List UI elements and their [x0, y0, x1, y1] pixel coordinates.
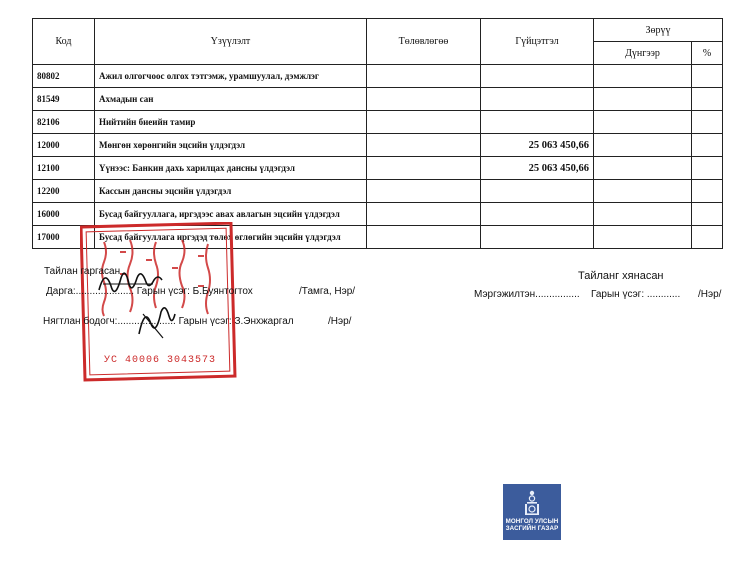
row-indicator: Ажил олгогчоос олгох тэтгэмж, урамшуулал, дэмжлэг: [95, 65, 367, 88]
row-diff-amount: [594, 111, 692, 134]
row-indicator: Үүнээс: Банкин дахь харилцах дансны үлдэгдэл: [95, 157, 367, 180]
header-actual: Гүйцэтгэл: [481, 19, 594, 65]
row-diff-percent: [692, 203, 723, 226]
soyombo-icon: [523, 490, 541, 516]
row-diff-percent: [692, 180, 723, 203]
row-plan: [367, 111, 481, 134]
row-actual: [481, 111, 594, 134]
row-diff-percent: [692, 111, 723, 134]
row-indicator: Нийтийн биеийн тамир: [95, 111, 367, 134]
header-difference-percent: %: [692, 42, 723, 65]
table-row: [33, 157, 723, 180]
table-row: [33, 111, 723, 134]
header-plan: Төлөвлөгөө: [367, 19, 481, 65]
row-diff-amount: [594, 65, 692, 88]
row-code: 16000: [33, 203, 95, 226]
row-indicator: Ахмадын сан: [95, 88, 367, 111]
header-code: Код: [33, 19, 95, 65]
director-stamp-label: /Тамга, Нэр/: [299, 286, 356, 297]
table-row: [33, 65, 723, 88]
row-diff-percent: [692, 65, 723, 88]
logo-line-2: ЗАСГИЙН ГАЗАР: [505, 525, 559, 532]
government-logo: [503, 484, 561, 540]
row-code: 81549: [33, 88, 95, 111]
row-diff-amount: [594, 203, 692, 226]
header-indicator: Үзүүлэлт: [95, 19, 367, 65]
stamp-number: УС 40006 3043573: [103, 355, 217, 366]
row-code: 12200: [33, 180, 95, 203]
row-actual: [481, 88, 594, 111]
row-diff-percent: [692, 157, 723, 180]
specialist-label: Мэргэжилтэн................: [474, 289, 580, 300]
row-plan: [367, 134, 481, 157]
director-line: Дарга:..................... Гарын үсэг: Б.Буянтогтох: [46, 286, 253, 297]
table-row: [33, 180, 723, 203]
row-plan: [367, 65, 481, 88]
row-plan: [367, 203, 481, 226]
header-difference-amount: Дүнгээр: [594, 42, 692, 65]
row-code: 82106: [33, 111, 95, 134]
row-actual: [481, 180, 594, 203]
row-indicator: Кассын дансны эцсийн үлдэгдэл: [95, 180, 367, 203]
row-plan: [367, 157, 481, 180]
row-indicator: Мөнгөн хөрөнгийн эцсийн үлдэгдэл: [95, 134, 367, 157]
budget-report-table: [32, 18, 723, 249]
specialist-name-label: /Нэр/: [698, 289, 722, 300]
row-plan: [367, 226, 481, 249]
logo-line-1: МОНГОЛ УЛСЫН: [505, 518, 559, 525]
row-code: 12000: [33, 134, 95, 157]
report-approved-title: Тайланг хянасан: [578, 270, 664, 282]
row-diff-percent: [692, 226, 723, 249]
table-row: [33, 88, 723, 111]
row-plan: [367, 88, 481, 111]
specialist-signature-label: Гарын үсэг: ............: [591, 289, 681, 300]
row-code: 12100: [33, 157, 95, 180]
row-diff-amount: [594, 157, 692, 180]
row-indicator: Бусад байгууллага, иргэдээс авах авлагын эцсийн үлдэгдэл: [95, 203, 367, 226]
row-actual: [481, 65, 594, 88]
row-diff-amount: [594, 226, 692, 249]
row-plan: [367, 180, 481, 203]
row-code: 80802: [33, 65, 95, 88]
report-submitted-title: Тайлан гаргасан: [44, 266, 121, 277]
row-indicator: Бусад байгууллага иргэдэд төлөх өглөгийн эцсийн үлдэгдэл: [95, 226, 367, 249]
row-code: 17000: [33, 226, 95, 249]
row-actual: 25 063 450,66: [481, 157, 594, 180]
row-diff-amount: [594, 134, 692, 157]
row-diff-amount: [594, 180, 692, 203]
row-diff-percent: [692, 134, 723, 157]
accountant-line: Нягтлан бодогч:..................... Гарын үсэг: З.Энхжаргал: [43, 316, 294, 327]
accountant-name-label: /Нэр/: [328, 316, 352, 327]
row-diff-amount: [594, 88, 692, 111]
header-difference: Зөрүү: [594, 19, 723, 42]
row-diff-percent: [692, 88, 723, 111]
table-row: [33, 134, 723, 157]
row-actual: [481, 203, 594, 226]
row-actual: [481, 226, 594, 249]
row-actual: 25 063 450,66: [481, 134, 594, 157]
